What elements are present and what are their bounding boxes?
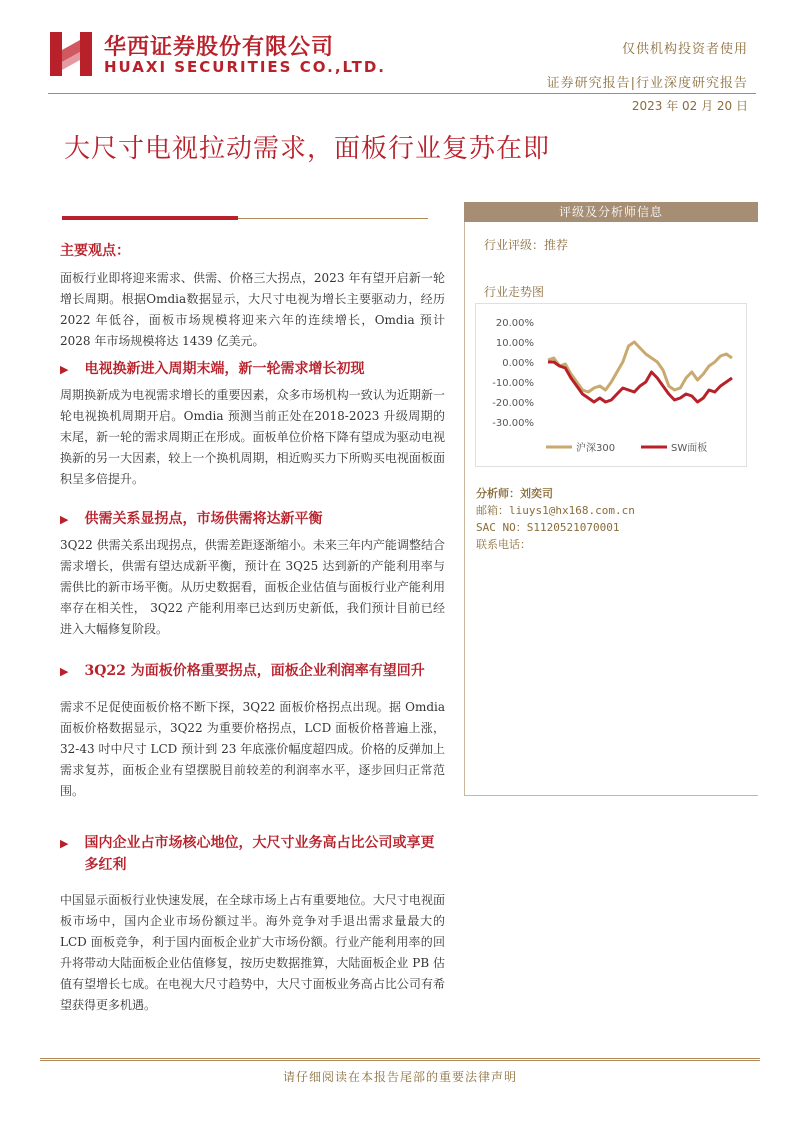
company-name-en: HUAXI SECURITIES CO.,LTD. — [104, 58, 386, 76]
analyst-name: 分析师：刘奕司 — [476, 487, 553, 500]
triangle-bullet-icon: ▶ — [60, 513, 69, 526]
section-panel-price — [60, 660, 445, 802]
analyst-phone: 联系电话： — [476, 538, 531, 551]
legend-label: SW面板 — [671, 443, 708, 454]
section-text: 需求不足促使面板价格不断下探，3Q22 面板价格拐点出现。据 Omdia 面板价格数据显示，3Q22 为重要价格拐点，LCD 面板价格普遍上涨，32-43 吋中尺寸 LCD 预计到 23 年底涨价幅度超四成。价格的反弹加上需求复苏，面板企业有望摆脱目前较差的利润率水平，逐步回归正常范围。 — [60, 700, 445, 798]
footer-divider — [40, 1060, 760, 1061]
company-name-cn: 华西证券股份有限公司 — [104, 34, 335, 60]
triangle-bullet-icon: ▶ — [60, 665, 69, 678]
main-points — [60, 240, 445, 352]
audience-note: 仅供机构投资者使用 — [621, 42, 748, 57]
report-date: 2023 年 02 月 20 日 — [631, 99, 748, 113]
title-underline — [238, 218, 428, 219]
analyst-email[interactable]: 邮箱：liuys1@hx168.com.cn — [476, 504, 635, 517]
series-line-1 — [548, 362, 732, 402]
main-points-heading: 主要观点： — [60, 243, 130, 259]
huaxi-logo-icon — [48, 30, 94, 78]
section-domestic-firms — [60, 832, 445, 1016]
report-title: 大尺寸电视拉动需求，面板行业复苏在即 — [64, 134, 551, 164]
rating-analyst-panel — [464, 202, 758, 222]
triangle-bullet-icon: ▶ — [60, 837, 69, 850]
y-tick-label: 10.00% — [495, 338, 534, 349]
y-tick-label: -20.00% — [492, 398, 534, 409]
section-supply-demand — [60, 508, 445, 640]
analyst-sac: SAC NO：S1120521070001 — [476, 521, 620, 534]
title-underline-accent — [62, 216, 238, 220]
header-divider — [48, 93, 756, 94]
industry-trend-chart — [475, 303, 747, 467]
section-heading: 供需关系显拐点，市场供需将达新平衡 — [84, 511, 323, 527]
section-heading: 3Q22 为面板价格重要拐点，面板企业利润率有望回升 — [84, 663, 425, 679]
report-type: 证券研究报告|行业深度研究报告 — [546, 76, 748, 91]
panel-title: 评级及分析师信息 — [464, 202, 758, 222]
legal-notice: 请仔细阅读在本报告尾部的重要法律声明 — [282, 1070, 517, 1084]
trend-chart-label: 行业走势图 — [484, 285, 545, 299]
y-tick-label: 0.00% — [502, 358, 534, 369]
section-text: 周期换新成为电视需求增长的重要因素，众多市场机构一致认为近期新一轮电视换机周期开启。Omdia 预测当前正处在2018-2023 升级周期的末尾，新一轮的需求周期正在形成。面板单位价格下降有望成为驱动电视换新的另一大因素，较上一个换机周期，相近购买力下所购买电视面板面积呈多倍提升。 — [60, 388, 445, 486]
section-tv-cycle — [60, 358, 445, 490]
industry-rating: 行业评级：推荐 — [484, 238, 569, 252]
legend-label: 沪深300 — [576, 443, 616, 454]
trend-chart-svg — [476, 304, 748, 468]
section-heading: 电视换新进入周期末端，新一轮需求增长初现 — [84, 361, 365, 377]
section-text: 中国显示面板行业快速发展，在全球市场上占有重要地位。大尺寸电视面板市场中，国内企业市场份额过半。海外竞争对手退出需求量最大的 LCD 面板竞争，利于国内面板企业扩大市场份额。行业产能利用率的回升将带动大陆面板企业估值修复，按历史数据推算，大陆面板企业 PB 估值有望增长七成。在电视大尺寸趋势中，大尺寸面板业务高占比公司有希望获得更多机遇。 — [60, 893, 445, 1012]
triangle-bullet-icon: ▶ — [60, 363, 69, 376]
main-points-text: 面板行业即将迎来需求、供需、价格三大拐点，2023 年有望开启新一轮增长周期。根据Omdia数据显示，大尺寸电视为增长主要驱动力，经历 2022 年低谷，面板市场规模将迎来六年的连续增长，Omdia 预计 2028 年市场规模将达 1439 亿美元。 — [60, 271, 445, 348]
section-text: 3Q22 供需关系出现拐点，供需差距逐渐缩小。未来三年内产能调整结合需求增长，供需有望达成新平衡，预计在 3Q25 达到新的产能利用率与需供比的新市场平衡。从历史数据看，面板企业估值与面板行业产能利用率存在相关性， 3Q22 产能利用率已达到历史新低，我们预计目前已经进入大幅修复阶段。 — [60, 538, 445, 636]
y-tick-label: 20.00% — [495, 318, 534, 329]
y-tick-label: -30.00% — [492, 418, 534, 429]
analyst-info — [476, 485, 635, 553]
y-tick-label: -10.00% — [492, 378, 534, 389]
section-heading: 国内企业占市场核心地位，大尺寸业务高占比公司或享更多红利 — [84, 835, 435, 873]
footer-divider — [40, 1058, 760, 1059]
